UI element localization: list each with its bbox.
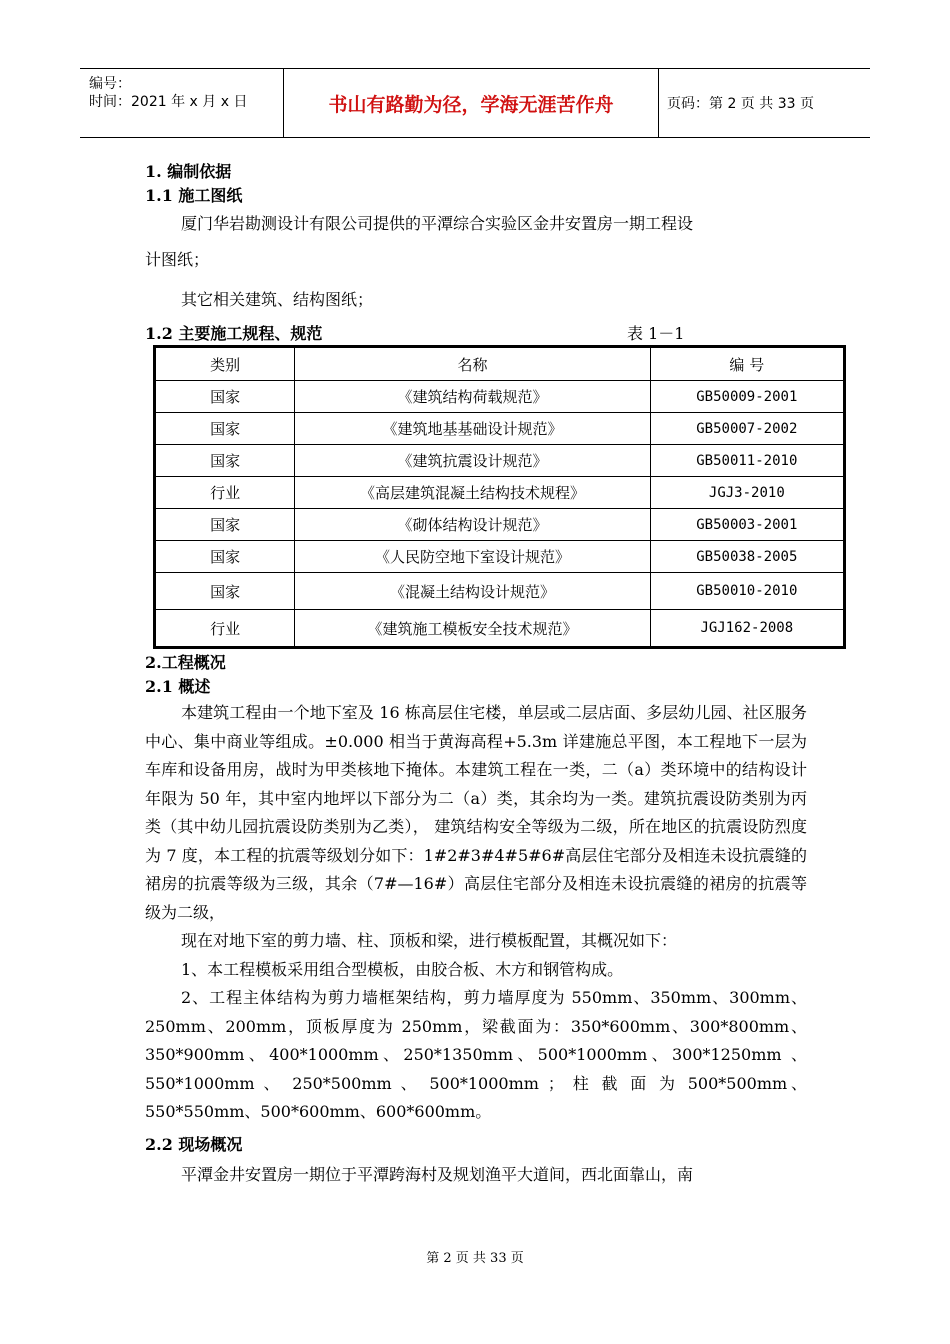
cell-name: 《砌体结构设计规范》 — [295, 509, 650, 541]
section-2-1-title: 2.1 概述 — [145, 677, 211, 696]
table-row — [155, 445, 845, 477]
table-number: 表 1－1 — [627, 324, 685, 343]
section-1-1-title: 1.1 施工图纸 — [145, 186, 243, 205]
cell-category: 国家 — [155, 541, 295, 573]
table-row — [155, 413, 845, 445]
formwork-item-1: 1、本工程模板采用组合型模板，由胶合板、木方和钢管构成。 — [181, 959, 624, 979]
cell-name: 《建筑结构荷载规范》 — [295, 381, 650, 413]
table-row — [155, 610, 845, 648]
cell-code: GB50038-2005 — [650, 541, 844, 573]
formwork-item-2: 2、工程主体结构为剪力墙框架结构，剪力墙厚度为 550mm、350mm、300mm、250mm、200mm，顶板厚度为 250mm，梁截面为：350*600mm、300*800mm、350*900mm、400*1000mm、250*1350mm、500*1000mm、300*1250mm 、 550*1000mm 、 250*500mm 、 500*1000mm ； 柱 截 面 为 500*500mm、550*550mm、500*600mm、600*600mm。 — [145, 988, 807, 1121]
cell-code: GB50009-2001 — [650, 381, 844, 413]
cell-category: 行业 — [155, 477, 295, 509]
page-footer: 第 2 页 共 33 页 — [426, 1251, 524, 1266]
cell-name: 《人民防空地下室设计规范》 — [295, 541, 650, 573]
cell-code: GB50010-2010 — [650, 573, 844, 610]
formwork-intro-paragraph: 现在对地下室的剪力墙、柱、顶板和梁，进行模板配置，其概况如下： — [181, 931, 678, 950]
cell-code: GB50011-2010 — [650, 445, 844, 477]
section-2-2-title: 2.2 现场概况 — [145, 1134, 243, 1154]
header-meta — [80, 69, 283, 137]
cell-code: GB50003-2001 — [650, 509, 844, 541]
section-2 — [145, 651, 807, 1189]
other-drawings-line: 其它相关建筑、结构图纸； — [181, 290, 374, 309]
cell-name: 《建筑地基基础设计规范》 — [295, 413, 650, 445]
standards-table — [153, 345, 846, 649]
header-time: 时间：2021 年 x 月 x 日 — [89, 94, 248, 110]
col-header-name: 名称 — [295, 347, 650, 381]
header-number: 编号： — [89, 76, 131, 92]
cell-name: 《建筑施工模板安全技术规范》 — [295, 610, 650, 648]
site-paragraph: 平潭金井安置房一期位于平潭跨海村及规划渔平大道间，西北面靠山，南 — [181, 1164, 694, 1184]
cell-category: 国家 — [155, 445, 295, 477]
drawing-source-line-2: 计图纸； — [145, 250, 210, 269]
table-header-row — [155, 347, 845, 381]
overview-paragraph: 本建筑工程由一个地下室及 16 栋高层住宅楼，单层或二层店面、多层幼儿园、社区服务中心、集中商业等组成。±0.000 相当于黄海高程+5.3m 详建施总平图，本工程地下一层为车库和设备用房，战时为甲类核地下掩体。本建筑工程在一类，二（a）类环境中的结构设计年限为 50 年，其中室内地坪以下部分为二（a）类，其余均为一类。建筑抗震设防类别为丙类（其中幼儿园抗震设防类别为乙类）， 建筑结构安全等级为二级，所在地区的抗震设防烈度为 7 度，本工程的抗震等级划分如下：1#2#3#4#5#6#高层住宅部分及相连未设抗震缝的裙房的抗震等级为三级，其余（7#—16#）高层住宅部分及相连未设抗震缝的裙房的抗震等级为二级， — [145, 703, 807, 922]
section-1-title: 1. 编制依据 — [145, 162, 232, 181]
table-row — [155, 509, 845, 541]
col-header-code: 编 号 — [650, 347, 844, 381]
header-page-info: 页码：第 2 页 共 33 页 — [667, 96, 814, 112]
drawing-source-line: 厦门华岩勘测设计有限公司提供的平潭综合实验区金井安置房一期工程设 — [181, 214, 694, 233]
cell-code: GB50007-2002 — [650, 413, 844, 445]
cell-name: 《混凝土结构设计规范》 — [295, 573, 650, 610]
col-header-category: 类别 — [155, 347, 295, 381]
section-1 — [145, 160, 807, 320]
cell-name: 《高层建筑混凝土结构技术规程》 — [295, 477, 650, 509]
cell-code: JGJ162-2008 — [650, 610, 844, 648]
section-2-title: 2.工程概况 — [145, 653, 226, 672]
cell-name: 《建筑抗震设计规范》 — [295, 445, 650, 477]
table-row — [155, 477, 845, 509]
table-row — [155, 541, 845, 573]
table-row — [155, 573, 845, 610]
table-row — [155, 381, 845, 413]
cell-category: 国家 — [155, 413, 295, 445]
section-1-2-title: 1.2 主要施工规程、规范 — [145, 324, 323, 343]
cell-code: JGJ3-2010 — [650, 477, 844, 509]
cell-category: 国家 — [155, 509, 295, 541]
header-motto: 书山有路勤为径，学海无涯苦作舟 — [283, 69, 659, 137]
page-header — [80, 68, 870, 138]
table-caption — [145, 321, 690, 345]
cell-category: 国家 — [155, 573, 295, 610]
cell-category: 国家 — [155, 381, 295, 413]
cell-category: 行业 — [155, 610, 295, 648]
